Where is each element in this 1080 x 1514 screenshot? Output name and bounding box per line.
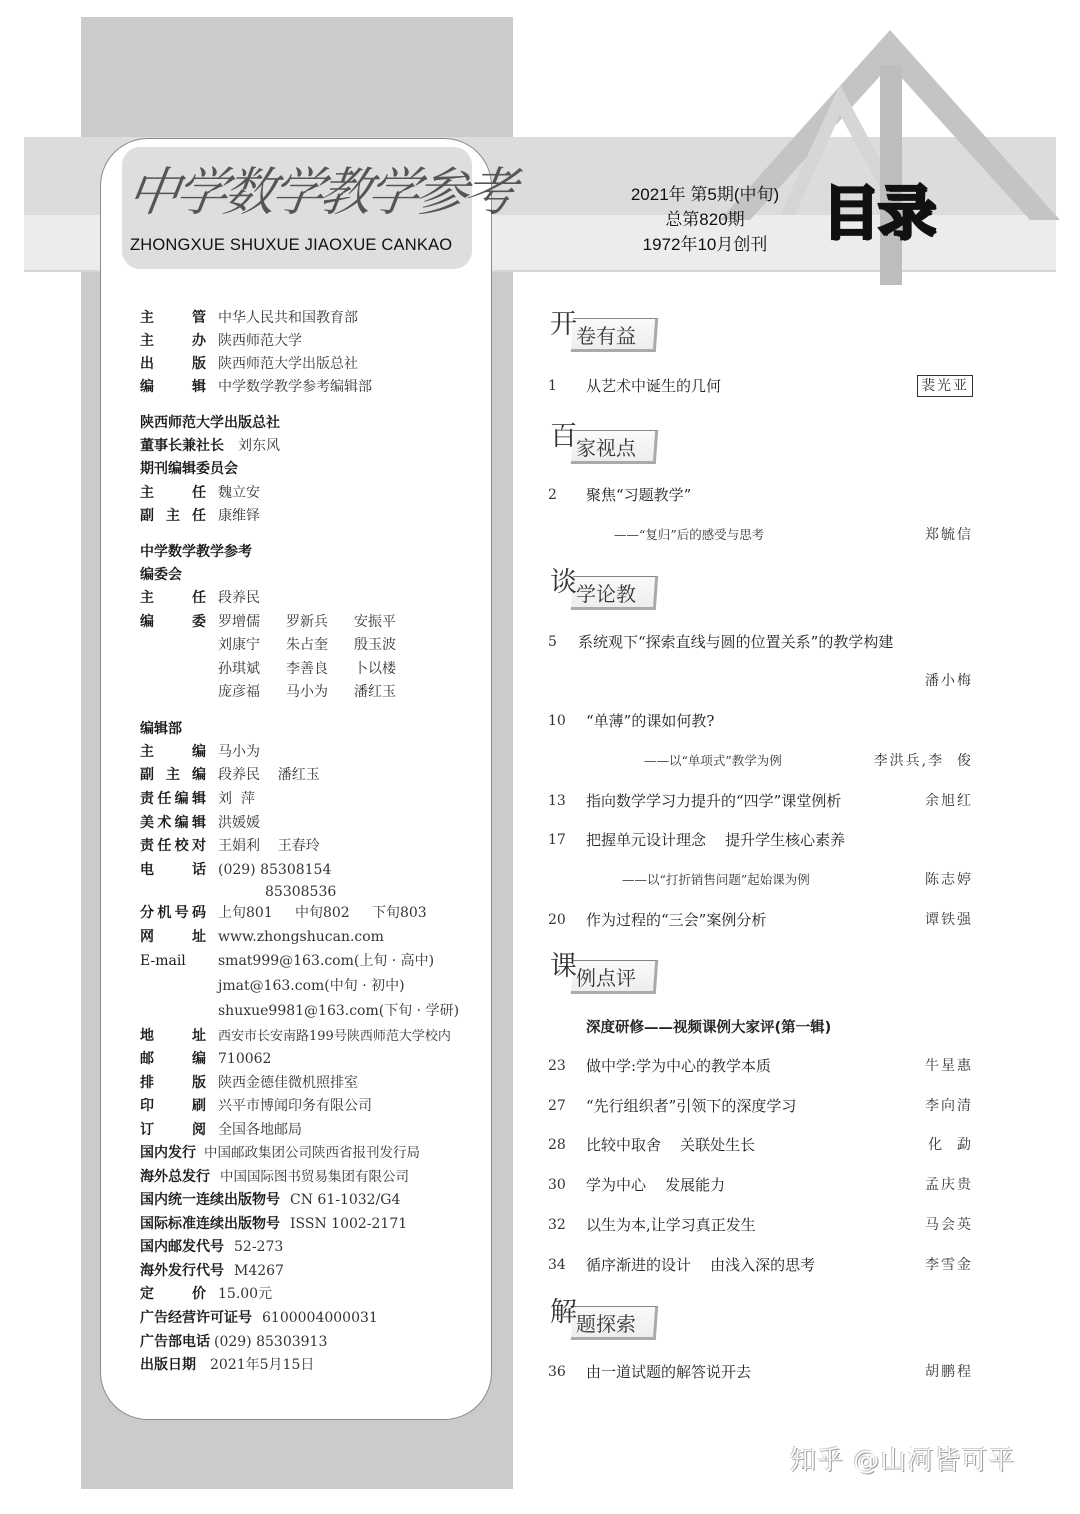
toc-entry[interactable]: 28 比较中取舍 关联处生长 化 勐 [548, 1136, 973, 1154]
masthead-row: 责任校对 王娟利 王春玲 [140, 838, 320, 854]
masthead-row: 主编 马小为 [140, 744, 260, 760]
special-topic-heading: 深度研修——视频课例大家评(第一辑) [586, 1020, 832, 1036]
watermark: 知乎 @山河皆可平 [790, 1446, 1016, 1476]
toc-entry[interactable]: 13 指向数学学习力提升的“四学”课堂例析 余旭红 [548, 792, 973, 810]
masthead-row: 海外总发行 中国国际图书贸易集团有限公司 [140, 1169, 409, 1185]
toc-entry[interactable]: 20 作为过程的“三会”案例分析 谭铁强 [548, 911, 973, 929]
masthead-row: 网址 www.zhongshucan.com [140, 929, 384, 945]
masthead-row: 国内邮发代号 52-273 [140, 1239, 284, 1255]
editorial-board-subheading: 编委会 [140, 567, 182, 583]
toc-entry[interactable]: 27 “先行组织者”引领下的深度学习 李向清 [548, 1097, 973, 1115]
masthead-row: 董事长兼社长 刘东风 [140, 438, 280, 454]
journal-committee-heading: 期刊编辑委员会 [140, 461, 238, 477]
masthead-row: 出版日期 2021年5月15日 [140, 1357, 315, 1373]
toc-entry[interactable]: 34 循序渐进的设计 由浅入深的思考 李雪金 [548, 1256, 973, 1274]
toc-entry-author: 潘小梅 [925, 673, 973, 689]
masthead-row: 国际标准连续出版物号 ISSN 1002-2171 [140, 1216, 408, 1232]
toc-entry[interactable]: 23 做中学:学为中心的教学本质 牛星惠 [548, 1057, 973, 1075]
masthead-row: 电话 (029) 85308154 [140, 862, 332, 878]
toc-entry[interactable]: 30 学为中心 发展能力 孟庆贵 [548, 1176, 973, 1194]
toc-entry[interactable]: 1 从艺术中诞生的几何 裴光亚 [548, 375, 973, 397]
editorial-board-heading: 中学数学教学参考 [140, 544, 252, 560]
board-members-row: 编委 罗增儒 罗新兵 安振平 [140, 614, 396, 630]
masthead-row: 订阅 全国各地邮局 [140, 1122, 302, 1138]
masthead-row [218, 974, 405, 998]
masthead-row: 主任 段养民 [140, 590, 260, 606]
author-boxed: 裴光亚 [917, 375, 973, 397]
masthead-row: 责任编辑 刘 萍 [140, 791, 255, 807]
masthead-row: 85308536 [265, 884, 337, 900]
masthead-row: 国内发行 中国邮政集团公司陕西省报刊发行局 [140, 1145, 420, 1161]
issue-number: 2021年 第5期(中旬) [630, 185, 780, 204]
total-issue-number: 总第820期 [665, 210, 745, 229]
board-members-row: 刘康宁 朱占奎 殷玉波 [218, 637, 396, 653]
founded-date: 1972年10月创刊 [642, 235, 768, 254]
masthead-row: E-mail smat999@163.com(上旬 · 高中) [140, 953, 435, 969]
masthead-row: 广告经营许可证号 6100004000031 [140, 1310, 378, 1326]
section-header: 解 题探索 [548, 1294, 668, 1344]
toc-entry[interactable]: 17 把握单元设计理念 提升学生核心素养 [548, 831, 846, 849]
section-header: 百 家视点 [548, 418, 668, 468]
masthead-row: 定价 15.00元 [140, 1286, 273, 1302]
board-members-row: 庞彦福 马小为 潘红玉 [218, 684, 396, 700]
journal-logo-pinyin: ZHONGXUE SHUXUE JIAOXUE CANKAO [130, 236, 453, 254]
masthead-row: 地址 西安市长安南路199号陕西师范大学校内 [140, 1028, 451, 1044]
masthead-row: 副主任 康维铎 [140, 508, 260, 524]
masthead-row: 主办 陕西师范大学 [140, 333, 302, 349]
masthead-row: 副主编 段养民 潘红玉 [140, 767, 320, 783]
publisher-heading: 陕西师范大学出版总社 [140, 415, 280, 431]
masthead-row: 出版 陕西师范大学出版总社 [140, 356, 358, 372]
masthead-row: 编辑 中学数学教学参考编辑部 [140, 379, 372, 395]
board-members-row: 孙琪斌 李善良 卜以楼 [218, 661, 396, 677]
website-link[interactable]: www.zhongshucan.com [218, 929, 384, 945]
masthead-row: 广告部电话 (029) 85303913 [140, 1334, 328, 1350]
masthead-row: 海外发行代号 M4267 [140, 1263, 284, 1279]
email-link[interactable]: jmat@163.com(中旬 · 初中) [218, 978, 405, 994]
issue-info [600, 182, 810, 257]
masthead-row: 国内统一连续出版物号 CN 61-1032/G4 [140, 1192, 401, 1208]
masthead-row: 印刷 兴平市博闻印务有限公司 [140, 1098, 372, 1114]
masthead-row [218, 999, 459, 1023]
toc-entry-subtitle: ——以“打折销售问题”起始课为例 陈志婷 [622, 872, 973, 888]
masthead-row: 主任 魏立安 [140, 485, 260, 501]
section-header: 开 卷有益 [548, 306, 668, 356]
section-header: 课 例点评 [548, 948, 668, 998]
toc-entry[interactable]: 2 聚焦“习题教学” [548, 486, 692, 504]
toc-entry[interactable]: 36 由一道试题的解答说开去 胡鹏程 [548, 1363, 973, 1381]
masthead-row: 邮编 710062 [140, 1051, 272, 1067]
toc-entry-subtitle: ——“复归”后的感受与思考 郑毓信 [614, 527, 973, 543]
journal-logo-calligraphy: 中学数学教学参考 [123, 163, 516, 223]
masthead-row: 分机号码 上旬801 中旬802 下旬803 [140, 905, 427, 921]
email-link[interactable]: shuxue9981@163.com(下旬 · 学研) [218, 1003, 460, 1019]
toc-entry[interactable]: 5 系统观下“探索直线与圆的位置关系”的教学构建 [548, 633, 894, 651]
toc-entry[interactable]: 10 “单薄”的课如何教? [548, 712, 715, 730]
masthead-row: 主管 中华人民共和国教育部 [140, 310, 358, 326]
masthead-row: 美术编辑 洪媛媛 [140, 815, 260, 831]
toc-heading: 目录 [822, 179, 935, 247]
masthead-row: 排版 陕西金德佳微机照排室 [140, 1075, 358, 1091]
section-header: 谈 学论教 [548, 564, 668, 614]
toc-entry[interactable]: 32 以生为本,让学习真正发生 马会英 [548, 1216, 973, 1234]
toc-entry-subtitle: ——以“单项式”教学为例 李洪兵,李 俊 [644, 753, 973, 769]
editorial-dept-heading: 编辑部 [140, 721, 182, 737]
email-link[interactable]: smat999@163.com(上旬 · 高中) [218, 953, 435, 969]
